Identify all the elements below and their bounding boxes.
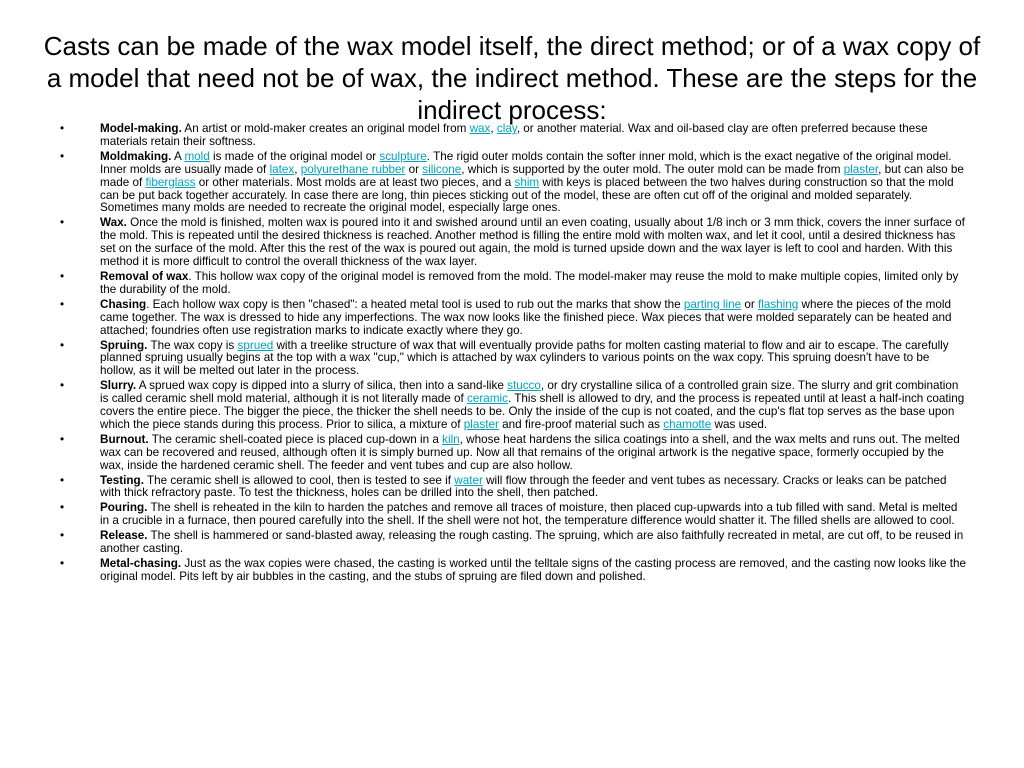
step-text: The shell is reheated in the kiln to harden the patches and remove all traces of moisture, then placed cup-upwards into a tub filled with sand. Metal is melted in a crucible in a furnace, then poured carefully into the shell. If the shell were not hot, the temperature difference would shatter it. The filled shells are allowed to cool. [100, 501, 958, 528]
step-text: . Each hollow wax copy is then "chased": a heated metal tool is used to rub out the marks that show the [146, 297, 684, 311]
link[interactable]: plaster [463, 417, 499, 431]
bullet-icon: • [60, 529, 65, 543]
list-item [60, 380, 966, 432]
step-text: or other materials. Most molds are at least two pieces, and a [195, 175, 515, 189]
step-text: , but can also be made of [100, 162, 964, 189]
link[interactable]: chamotte [663, 417, 712, 431]
step-term: Release. [100, 529, 148, 543]
step-text: The ceramic shell is allowed to cool, then is tested to see if [143, 473, 455, 487]
step-text: , which is supported by the outer mold. The outer mold can be made from [461, 162, 844, 176]
step-text: Just as the wax copies were chased, the casting is worked until the telltale signs of the casting process are removed, and the casting now looks like the original model. Pits left by air bubbles in the casting, and the stubs of spruing are filed down and polished. [100, 557, 966, 583]
step-text: , [490, 122, 497, 135]
step-text: where the pieces of the mold came together. The wax is dressed to hide any imperfections. The wax now looks like the finished piece. Wax pieces that were molded separately can be heated and attached; foundries often use registration marks to indicate exactly where they go. [100, 297, 952, 337]
step-term: Slurry. [100, 379, 137, 393]
link[interactable]: sprued [237, 338, 274, 352]
bullet-icon: • [60, 432, 65, 446]
bullet-icon: • [60, 297, 65, 311]
page-title: Casts can be made of the wax model itself, the direct method; or of a wax copy of a model that need not be of wax, the indirect method. These are the steps for the indirect process: [43, 31, 981, 125]
list-item [60, 151, 966, 216]
link[interactable]: plaster [843, 162, 879, 176]
list-item [60, 340, 966, 379]
step-text: The ceramic shell-coated piece is placed cup-down in a [148, 432, 443, 446]
step-term: Moldmaking. [100, 149, 172, 163]
step-text: with keys is placed between the two halves during construction so that the mold can be put back together accurately. In case there are long, thin pieces sticking out of the model, these are often cut off of the original and molded separately. Sometimes many molds are needed to recreate the original model, especially large ones. [100, 175, 954, 215]
link[interactable]: flashing [757, 297, 799, 311]
step-term: Pouring. [100, 501, 148, 515]
list-item [60, 558, 966, 584]
step-text: and fire-proof material such as [498, 417, 664, 431]
bullet-icon: • [60, 501, 65, 515]
step-text: . This shell is allowed to dry, and the process is repeated until at least a half-inch coating covers the entire piece. The bigger the piece, the thicker the shell needs to be. Only the inside of the cup is not coated, and the cup's flat top serves as the base upon which the piece stands during this process. Prior to silica, a mixture of [100, 392, 965, 431]
step-term: Wax. [100, 216, 127, 230]
link[interactable]: water [454, 473, 483, 487]
link[interactable]: clay [496, 122, 517, 135]
bullet-icon: • [60, 122, 65, 135]
list-item [60, 123, 966, 149]
link[interactable]: silicone [422, 162, 462, 176]
list-item [60, 217, 966, 269]
step-text: with a treelike structure of wax that will eventually provide paths for molten casting material to flow and air to escape. The carefully planned spruing usually begins at the top with a wax "cup," which is attached by wax cylinders to various points on the wax copy. This spruing doesn't have to be hollow, as it will be melted out later in the process. [100, 338, 949, 378]
link[interactable]: ceramic [467, 392, 508, 406]
bullet-icon: • [60, 338, 65, 352]
step-text: An artist or mold-maker creates an original model from [181, 122, 470, 135]
bullet-icon: • [60, 216, 65, 230]
list-item [60, 530, 966, 556]
bullet-icon: • [60, 473, 65, 487]
bullet-icon: • [60, 557, 65, 570]
step-term: Burnout. [100, 432, 149, 446]
link[interactable]: mold [184, 149, 210, 163]
step-text: A [171, 149, 185, 163]
step-term: Spruing. [100, 338, 148, 352]
bullet-icon: • [60, 379, 65, 393]
step-text: is made of the original model or [209, 149, 380, 163]
step-text: , [294, 162, 301, 176]
link[interactable]: sculpture [379, 149, 427, 163]
list-item [60, 475, 966, 501]
link[interactable]: stucco [507, 379, 541, 393]
step-term: Model-making. [100, 122, 182, 135]
list-item [60, 299, 966, 338]
step-term: Testing. [100, 473, 144, 487]
step-text: , or dry crystalline silica of a controlled grain size. The slurry and grit combination is called ceramic shell mold material, although it is not literally made of [100, 379, 959, 406]
step-term: Removal of wax [100, 269, 189, 283]
link[interactable]: polyurethane rubber [300, 162, 406, 176]
step-text: or [741, 297, 758, 311]
steps-list [60, 123, 966, 586]
step-text: The wax copy is [147, 338, 238, 352]
step-text: A sprued wax copy is dipped into a slurry of silica, then into a sand-like [136, 379, 508, 393]
list-item [60, 434, 966, 473]
list-item [60, 502, 966, 528]
link[interactable]: wax [469, 122, 491, 135]
step-text: The shell is hammered or sand-blasted away, releasing the rough casting. The spruing, which are also faithfully recreated in metal, are cut off, to be reused in another casting. [100, 529, 964, 556]
step-text: . The rigid outer molds contain the softer inner mold, which is the exact negative of the original model. Inner molds are usually made of [100, 149, 952, 176]
step-text: , or another material. Wax and oil-based clay are often preferred because these materials retain their softness. [100, 122, 928, 148]
step-text: will flow through the feeder and vent tubes as necessary. Cracks or leaks can be patched with thick refractory paste. To test the thickness, holes can be drilled into the shell, then patched. [100, 473, 947, 500]
link[interactable]: latex [269, 162, 295, 176]
bullet-icon: • [60, 149, 65, 163]
link[interactable]: parting line [683, 297, 742, 311]
step-text: . This hollow wax copy of the original model is removed from the mold. The model-maker may reuse the mold to make multiple copies, limited only by the durability of the mold. [100, 269, 959, 296]
link[interactable]: kiln [442, 432, 460, 446]
bullet-icon: • [60, 269, 65, 283]
step-term: Metal-chasing. [100, 557, 182, 570]
link[interactable]: fiberglass [145, 175, 196, 189]
link[interactable]: shim [514, 175, 540, 189]
step-term: Chasing [100, 297, 147, 311]
step-text: was used. [711, 417, 768, 431]
step-text: or [405, 162, 423, 176]
step-text: , whose heat hardens the silica coatings into a shell, and the wax melts and runs out. The melted wax can be recovered and reused, although often it is simply burned up. Now all that remains of the original artwork is the negative space, formerly occupied by the wax, inside the hardened ceramic shell. The feeder and vent tubes and cup are also hollow. [100, 432, 960, 472]
list-item [60, 271, 966, 297]
step-text: Once the mold is finished, molten wax is poured into it and swished around until an even coating, usually about 1/8 inch or 3 mm thick, covers the inner surface of the mold. This is repeated until the desired thickness is reached. Another method is filling the entire mold with molten wax, and let it cool, until a desired thickness has set on the surface of the mold. After this the rest of the wax is poured out again, the mold is turned upside down and the wax layer is left to cool and harden. With this method it is more difficult to control the overall thickness of the wax layer. [100, 216, 965, 269]
